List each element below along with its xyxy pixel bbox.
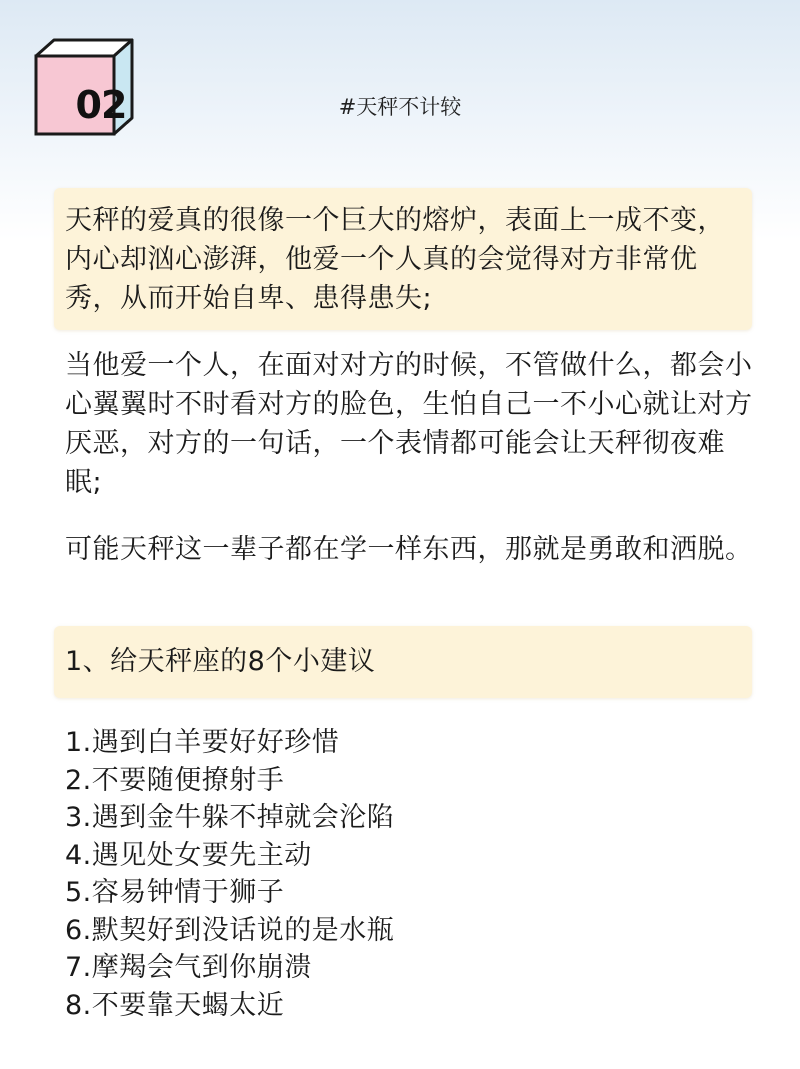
hashtag-title: #天秤不计较 bbox=[338, 95, 462, 119]
paragraph-conclusion: 可能天秤这一辈子都在学一样东西，那就是勇敢和洒脱。 bbox=[65, 534, 753, 565]
intro-highlight-text: 天秤的爱真的很像一个巨大的熔炉，表面上一成不变，内心却汹心澎湃，他爱一个人真的会觉得对方非常优秀，从而开始自卑、患得患失; bbox=[65, 205, 725, 314]
highlight-box-intro bbox=[54, 188, 752, 330]
tips-list bbox=[65, 724, 394, 1024]
highlight-box-tips-heading bbox=[54, 626, 752, 698]
list-item: 5.容易钟情于狮子 bbox=[65, 877, 285, 908]
list-item: 2.不要随便撩射手 bbox=[65, 764, 285, 796]
list-item: 7.摩羯会气到你崩溃 bbox=[65, 952, 312, 983]
list-item: 1.遇到白羊要好好珍惜 bbox=[65, 727, 340, 758]
list-item: 6.默契好到没话说的是水瓶 bbox=[65, 914, 395, 946]
list-item: 8.不要靠天蝎太近 bbox=[65, 989, 285, 1021]
list-item: 4.遇见处女要先主动 bbox=[65, 839, 312, 871]
tips-heading: 1、给天秤座的8个小建议 bbox=[65, 646, 376, 677]
badge-number: 02 bbox=[75, 83, 127, 127]
paragraph-behavior: 当他爱一个人，在面对对方的时候，不管做什么，都会小心翼翼时不时看对方的脸色，生怕自己一不小心就让对方厌恶，对方的一句话，一个表情都可能会让天秤彻夜难眠; bbox=[65, 350, 753, 498]
list-item: 3.遇到金牛躲不掉就会沦陷 bbox=[65, 802, 395, 833]
